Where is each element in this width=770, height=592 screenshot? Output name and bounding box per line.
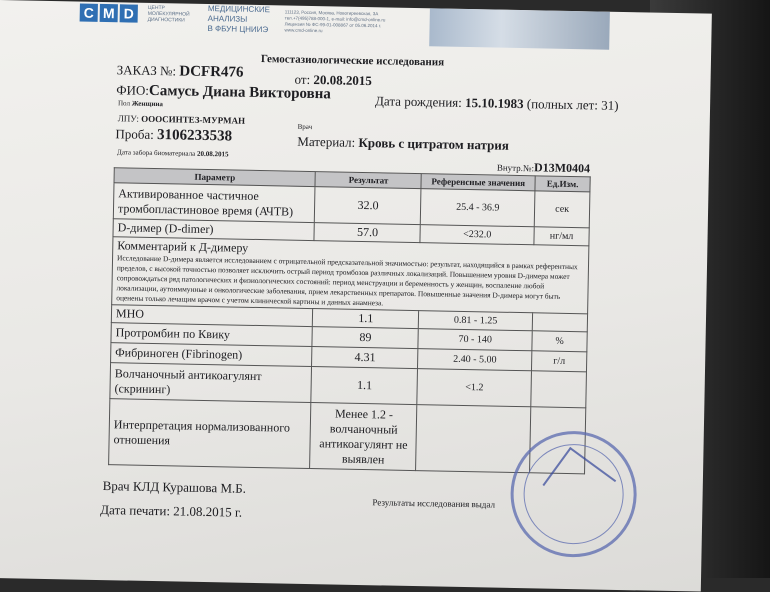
param-cell: Волчаночный антикоагулянт (скрининг) [110, 363, 312, 403]
logo-subtitle: ЦЕНТР МОЛЕКУЛЯРНОЙ ДИАГНОСТИКИ [147, 4, 190, 24]
sex-value: Женщина [131, 99, 164, 109]
unit-cell: сек [534, 191, 590, 228]
collection-date: 20.08.2015 [196, 149, 229, 159]
header-result: Результат [315, 172, 421, 189]
sex-line: Пол Женщина [117, 99, 164, 109]
header-unit: Ед.Изм. [535, 176, 590, 192]
internal-number: D13M0404 [533, 160, 591, 176]
logo-letter: C [80, 4, 98, 22]
lab-name: МЕДИЦИНСКИЕ АНАЛИЗЫ В ФБУН ЦНИИЭ [207, 3, 271, 35]
lab-address: 111123, Россия, Москва, Новогиреевская, 3А тел.+7(495)788-000-1, e-mail: info@cmd-online.ru Лицензия № ФС-99-01-008867 от 05.06.2014 г. www.cmd-online.ru [284, 9, 386, 34]
collection-date-line: Дата забора биоматериала 20.08.2015 [117, 148, 229, 159]
results-table [108, 167, 591, 474]
result-cell: 4.31 [312, 347, 418, 369]
reference-cell: 25.4 - 36.9 [421, 189, 535, 227]
patient-name: Самусь Диана Викторовна [148, 82, 332, 103]
birth-date-line: Дата рождения: 15.10.1983 (полных лет: 31) [374, 93, 619, 113]
comment-text: Исследование D-димера является исследованием с отрицательной предсказательной значимостью: результат, находящийся в рамках референтных пределов, с высокой точностью позволяет исключить острый период тромбозов различных локализаций. Повышением уровня D-димера может сопровождаться ряд патологических и физиологических состояний: период менструации и беременность у женщин, воспаление любой локализации, аутоиммунные и онкологические заболевания, прием лекарственных препаратов. Повышенные значения D-димера могут быть оценены только лечащим врачом с учетом клинической картины и данных анамнеза. [116, 253, 578, 308]
table-row [109, 399, 586, 474]
result-cell: 1.1 [311, 367, 418, 405]
lpu-value: ОООСИНТЕЗ-МУРМАН [141, 113, 246, 126]
patient-name-line: ФИО:Самусь Диана Викторовна [116, 82, 332, 103]
doctor-signature-line: Врач КЛД Курашова М.Б. [102, 478, 247, 496]
result-cell: 57.0 [314, 223, 420, 243]
doctor-label: Врач [297, 122, 313, 132]
sample-number: 3106233538 [156, 127, 233, 145]
param-cell: D-димер (D-dimer) [113, 219, 315, 241]
header-reference: Референсные значения [421, 174, 535, 191]
results-issued-line: Результаты исследования выдал [372, 497, 496, 510]
reference-cell: 2.40 - 5.00 [418, 349, 532, 371]
result-cell: 1.1 [313, 309, 419, 329]
header-parameter: Параметр [114, 168, 316, 187]
logo-letter: D [120, 4, 138, 22]
reference-cell: 0.81 - 1.25 [419, 311, 533, 331]
unit-cell: нг/мл [534, 227, 589, 246]
result-cell: Менее 1.2 - волчаночный антикоагулянт не выявлен [310, 403, 417, 471]
print-date-line: Дата печати: 21.08.2015 г. [100, 502, 243, 520]
reference-cell [416, 405, 531, 473]
comment-title: Комментарий к Д-димеру [117, 238, 249, 255]
document-title: Гемостазиологические исследования [260, 53, 445, 69]
material-value: Кровь с цитратом натрия [358, 134, 510, 153]
internal-number-line: Внутр.№:D13M0404 [496, 160, 591, 176]
patient-age: (полных лет: 31) [526, 96, 619, 113]
param-cell: Фибриноген (Fibrinogen) [111, 343, 313, 367]
unit-cell [532, 313, 587, 332]
sample-line: Проба: 3106233538 [115, 126, 233, 145]
header-photo [429, 8, 610, 49]
lpu-line: ЛПУ: ОООСИНТЕЗ-МУРМАН [117, 113, 246, 126]
birth-date: 15.10.1983 [464, 94, 524, 112]
order-date: 20.08.2015 [313, 72, 373, 89]
param-cell: Протромбин по Квику [111, 323, 313, 347]
material-line: Материал: Кровь с цитратом натрия [297, 133, 510, 153]
logo-letter: M [100, 4, 118, 22]
unit-cell: г/л [532, 351, 587, 372]
order-line: ЗАКАЗ №: DCFR476 [116, 62, 244, 81]
unit-cell: % [532, 331, 587, 352]
reference-cell: <232.0 [420, 225, 534, 245]
param-cell: Активированное частичное тромбопластиновое время (АЧТВ) [113, 183, 315, 223]
reference-cell: <1.2 [417, 369, 531, 407]
comment-row [112, 237, 589, 314]
param-cell: МНО [111, 305, 313, 327]
cmd-logo [80, 4, 138, 23]
result-cell: 89 [312, 327, 418, 349]
param-cell: Интерпретация нормализованного отношения [109, 399, 312, 469]
order-date-line: от: 20.08.2015 [294, 71, 373, 89]
order-number: DCFR476 [179, 63, 244, 81]
reference-cell: 70 - 140 [418, 329, 532, 351]
unit-cell [531, 371, 587, 408]
print-date: 21.08.2015 г. [173, 503, 243, 520]
result-cell: 32.0 [315, 187, 422, 225]
